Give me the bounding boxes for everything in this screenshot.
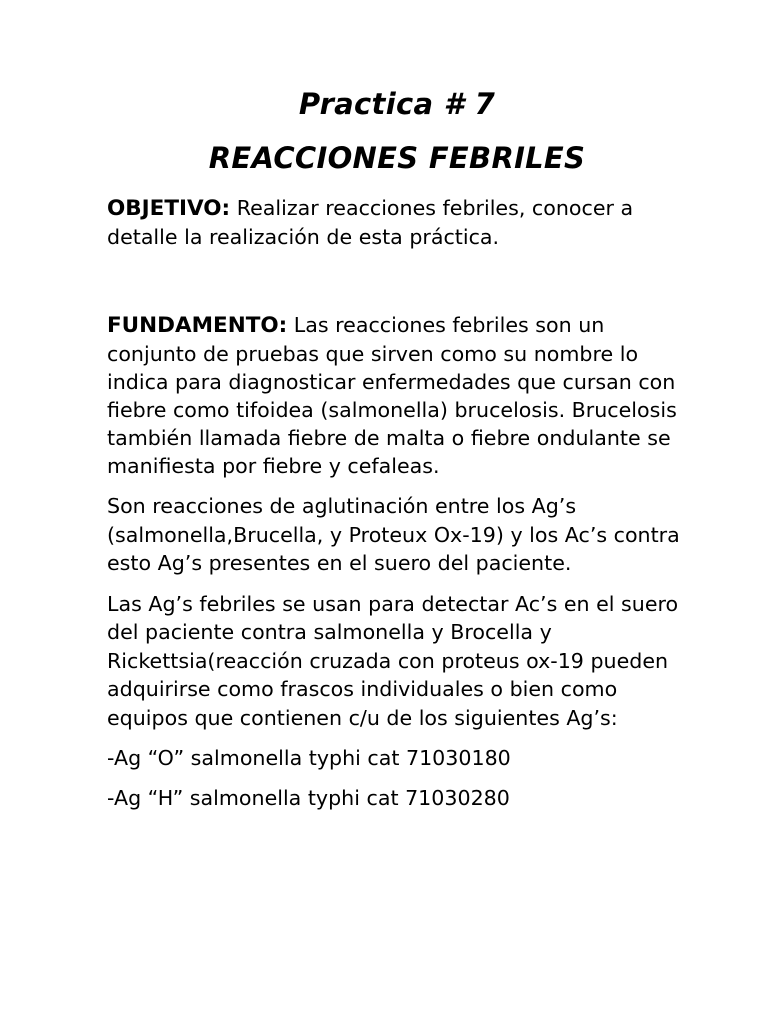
document-page: [107, 86, 687, 812]
document-heading: REACCIONES FEBRILES: [208, 141, 586, 175]
fundamento-text: Las reacciones febriles son un conjunto de pruebas que sirven como su nombre lo indica para diagnosticar enfermedades que cursan con fiebre como tifoidea (salmonella) brucelosis. Brucelosis también llamada fiebre de malta o fiebre ondulante se manifiesta por fiebre y cefaleas.: [107, 313, 677, 478]
paragraph-aglutinacion: Son reacciones de aglutinación entre los Ag’s (salmonella,Brucella, y Proteux Ox-19) y los Ac’s contra esto Ag’s presentes en el suero del paciente.: [107, 494, 680, 575]
fundamento-label: FUNDAMENTO:: [107, 313, 288, 338]
list-item-ag-o: -Ag “O” salmonella typhi cat 71030180: [107, 746, 511, 770]
practice-title: Practica # 7: [298, 87, 496, 121]
list-item-ag-h: -Ag “H” salmonella typhi cat 71030280: [107, 786, 510, 810]
paragraph-antigenos: Las Ag’s febriles se usan para detectar Ac’s en el suero del paciente contra salmonella y Brocella y Rickettsia(reacción cruzada con proteus ox-19 pueden adquirirse como frascos individuales o bien como equipos que contienen c/u de los siguientes Ag’s:: [107, 591, 679, 730]
objetivo-section: [107, 194, 687, 251]
objetivo-text: Realizar reacciones febriles, conocer a detalle la realización de esta práctica.: [107, 196, 634, 249]
fundamento-section: [107, 311, 687, 480]
objetivo-label: OBJETIVO:: [107, 196, 231, 221]
